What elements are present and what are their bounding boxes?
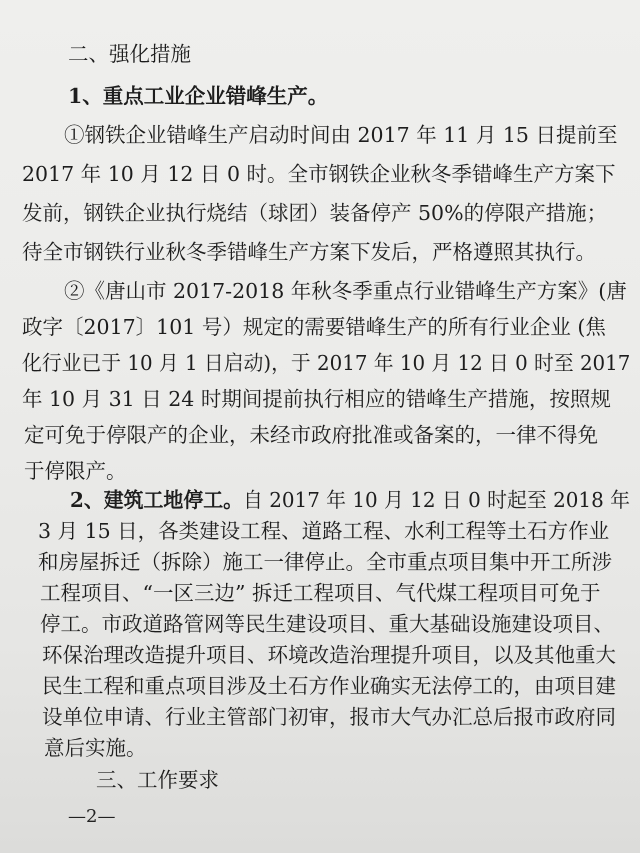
section-two-heading: 二、强化措施	[68, 42, 191, 66]
paragraph-line: 工程项目、“一区三边” 拆迁工程项目、气代煤工程项目可免于	[40, 581, 601, 605]
paragraph-line: 民生工程和重点项目涉及土石方作业确实无法停工的，由项目建	[42, 674, 616, 698]
paragraph-line: 环保治理改造提升项目、环境改造治理提升项目，以及其他重大	[42, 643, 616, 667]
item-two-first-line	[70, 490, 630, 511]
paragraph-line: 定可免于停限产的企业，未经市政府批准或备案的，一律不得免	[24, 423, 598, 447]
paragraph-line: 3 月 15 日，各类建设工程、道路工程、水利工程等土石方作业	[38, 519, 610, 543]
section-three-heading: 三、工作要求	[96, 768, 219, 792]
paragraph-line: 化行业已于 10 月 1 日启动)，于 2017 年 10 月 12 日 0 时至 2017	[22, 351, 631, 375]
paragraph-line: 和房屋拆迁（拆除）施工一律停止。全市重点项目集中开工所涉	[38, 550, 612, 574]
paragraph-line: 2017 年 10 月 12 日 0 时。全市钢铁企业秋冬季错峰生产方案下	[22, 162, 616, 186]
item-one-heading: 1、重点工业企业错峰生产。	[68, 84, 329, 108]
paragraph-line: 待全市钢铁行业秋冬季错峰生产方案下发后，严格遵照其执行。	[22, 240, 596, 264]
page-number: —2—	[68, 806, 116, 827]
paragraph-line: ①钢铁企业错峰生产启动时间由 2017 年 11 月 15 日提前至	[64, 123, 618, 147]
paragraph-line: 年 10 月 31 日 24 时期间提前执行相应的错峰生产措施，按照规	[22, 387, 611, 411]
paragraph-line: 意后实施。	[44, 736, 147, 760]
paragraph-line: 政字〔2017〕101 号）规定的需要错峰生产的所有行业企业 (焦	[22, 315, 606, 339]
paragraph-line: 于停限产。	[24, 459, 127, 483]
paragraph-line: ②《唐山市 2017-2018 年秋冬季重点行业错峰生产方案》(唐	[64, 279, 627, 303]
item-two-heading: 2、建筑工地停工。	[70, 488, 244, 512]
paragraph-line: 停工。市政道路管网等民生建设项目、重大基础设施建设项目、	[40, 612, 614, 636]
paragraph-line: 发前，钢铁企业执行烧结（球团）装备停产 50%的停限产措施；	[22, 201, 608, 225]
item-two-first-rest: 自 2017 年 10 月 12 日 0 时起至 2018 年	[243, 488, 630, 512]
paragraph-line: 设单位申请、行业主管部门初审，报市大气办汇总后报市政府同	[42, 705, 616, 729]
